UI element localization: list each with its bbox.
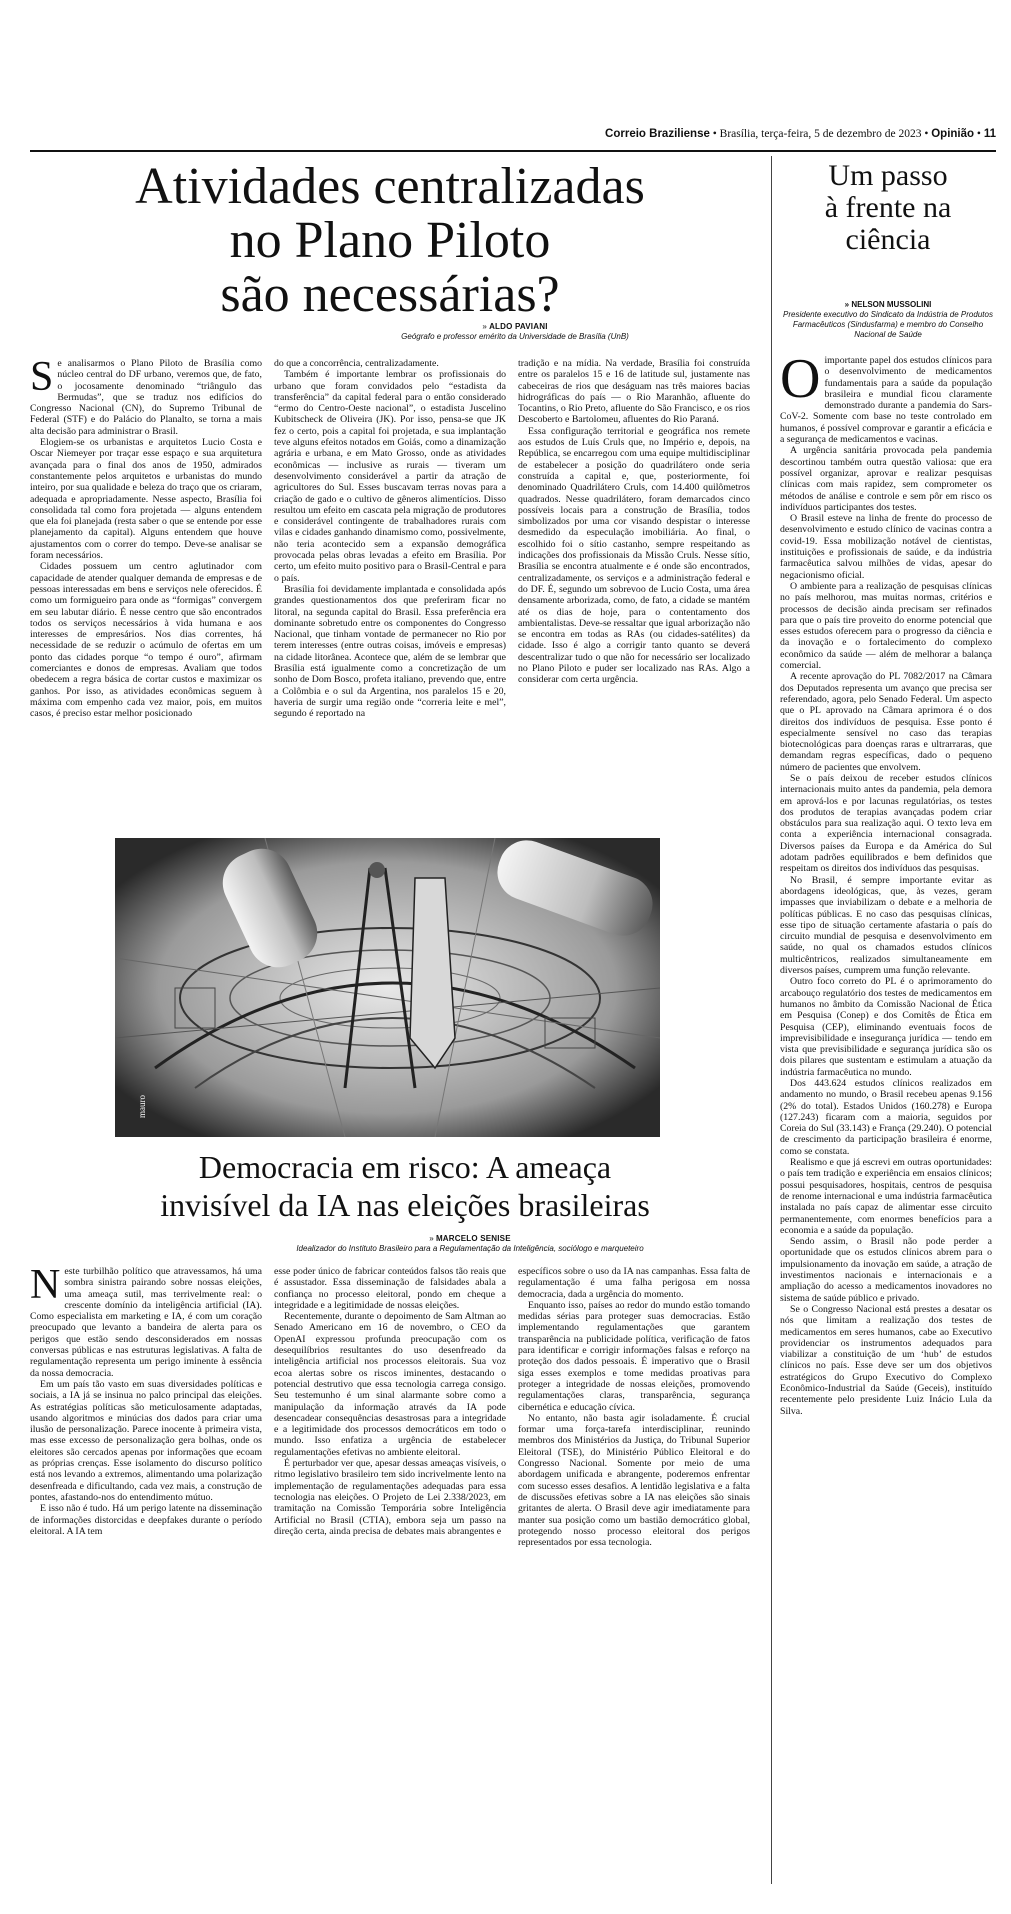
drop-cap: N: [30, 1266, 61, 1308]
author-name: MARCELO SENISE: [435, 1234, 511, 1243]
headline-line: Um passo: [828, 159, 948, 192]
author-role: Presidente executivo do Sindicato da Indústria de Produtos Farmacêuticos (Sindusfarma) e membro do Conselho Nacional de Saúde: [783, 310, 993, 339]
byline-marker: »: [429, 1234, 434, 1243]
headline-line: Atividades centralizadas: [135, 158, 645, 215]
paragraph: É perturbador ver que, apesar dessas ameaças visíveis, o ritmo legislativo brasileiro tem sido incrivelmente lento na implementação de regulamentações adequadas para essa tecnologia nas eleições. O Projeto de Lei 2.338/2023, em tramitação na Comissão Temporária sobre Inteligência Artificial no Brasil (CTIA), embora seja um passo na direção certa, ainda precisa de debates mais abrangentes e: [274, 1458, 506, 1537]
paragraph: Realismo e que já escrevi em outras oportunidades: o país tem tradição e experiência em ensaios clínicos; possui pesquisadores, hospitais, centros de pesquisa de renome internacional e uma indústria farmacêutica instalada no país capaz de alimentar esse circuito permanentemente, com enormes benefícios para a economia e a saúde da população.: [780, 1157, 992, 1236]
masthead-separator: •: [924, 128, 929, 140]
paragraph: No entanto, não basta agir isoladamente. É crucial formar uma força-tarefa interdisciplinar, reunindo membros dos Ministérios da Justiça, do Tribunal Superior Eleitoral (TSE), do Ministério Público Eleitoral e do Congresso Nacional. Somente por meio de uma abordagem unificada e abrangente, poderemos enfrentar com sucesso esses desafios. A lentidão legislativa e a falta de discussões efetivas sobre a IA nas eleições são sinais gritantes de alerta. O Brasil deve agir imediatamente para manter sua posição como um bastião democrático global, protegendo nosso processo eleitoral dos perigos representados por essa tecnologia.: [518, 1412, 750, 1549]
article2-byline: [190, 1234, 750, 1254]
paragraph: Sendo assim, o Brasil não pode perder a oportunidade que os estudos clínicos abrem para o impulsionamento da inovação em saúde, a atração de investimentos nacionais e internacionais e a ampliação do acesso a medicamentos inovadores no sistema de saúde público e privado.: [780, 1236, 992, 1304]
illustration-drawing: [115, 838, 660, 1137]
paragraph: e analisarmos o Plano Piloto de Brasília como núcleo central do DF urbano, veremos que, de fato, o jocosamente denominado “triângulo das Bermudas”, que se traduz nos edifícios do Congresso Nacional (CN), do Supremo Tribunal de Federal (STF) e do Palácio do Planalto, se torna a mais alta decisão para administrar o Brasil.: [30, 358, 262, 437]
headline-line: no Plano Piloto: [229, 212, 551, 269]
paragraph: importante papel dos estudos clínicos para o desenvolvimento de medicamentos fundamentais para a saúde da população brasileira e mundial ficou claramente demonstrado durante a pandemia do Sars-CoV-2. Somente com base no teste controlado em humanos, é possível comprovar e garantir a eficácia e a segurança de medicamentos e vacinas.: [780, 355, 992, 446]
headline-line: Democracia em risco: A ameaça: [198, 1149, 612, 1185]
headline-line: são necessárias?: [220, 266, 560, 323]
paragraph: A urgência sanitária provocada pela pandemia descortinou também outra questão valiosa: que era possível organizar, aprovar e realizar pesquisas clínicas com mais rapidez, sem comprometer os métodos de análise e controle e sem pôr em risco os indivíduos participantes dos testes.: [780, 445, 992, 513]
illustration-architect-plans: [115, 838, 660, 1137]
author-name-text: NELSON MUSSOLINI: [851, 300, 932, 309]
top-rule: [30, 150, 996, 152]
paragraph: esse poder único de fabricar conteúdos falsos tão reais que é assustador. Essa disseminação de falsidades abala a confiança no processo eleitoral, pondo em cheque a integridade e a legitimidade de nossas eleições.: [274, 1266, 506, 1311]
article1-column-2: [274, 358, 506, 828]
paragraph: O ambiente para a realização de pesquisas clínicas no país melhorou, mas muitas normas, critérios e processos de decisão ainda precisam ser refinados para que o país tire proveito do enorme potencial que esses estudos oferecem para o progresso da ciência e da inovação e o fortalecimento do complexo econômico da saúde — além de melhorar a balança comercial.: [780, 580, 992, 672]
paragraph: E isso não é tudo. Há um perigo latente na disseminação de informações distorcidas e deepfakes durante o período eleitoral. A IA tem: [30, 1503, 262, 1537]
drop-cap: O: [780, 355, 821, 410]
paragraph: específicos sobre o uso da IA nas campanhas. Essa falta de regulamentação é uma falha perigosa em nossa democracia, dada a urgência do momento.: [518, 1266, 750, 1300]
masthead-paper: Correio Braziliense: [605, 128, 710, 140]
masthead: [490, 128, 996, 146]
article3-byline: [780, 300, 996, 340]
byline-marker: »: [844, 300, 850, 309]
article1-headline: [30, 160, 750, 322]
byline-marker: »: [482, 322, 487, 331]
paragraph: Brasília foi devidamente implantada e consolidada após grandes questionamentos dos que preferiram ficar no litoral, na segunda capital do Brasil. Essa preferência era dominante sobretudo entre os componentes do Congresso Nacional, que tinham vontade de permanecer no Rio por terem interesses (entre outras coisas, imóveis e empresas) na cidade litorânea. Acontece que, além de se lembrar que Brasília está igualmente como a concretização de um sonho de Dom Bosco, profeta italiano, prevendo que, entre a Colômbia e o sul da Argentina, nos paralelos 15 e 20, haveria de surgir uma região onde “correria leite e mel”, segundo é reportado na: [274, 583, 506, 720]
paragraph: A recente aprovação do PL 7082/2017 na Câmara dos Deputados representa um avanço que precisa ser referendado, agora, pelo Senado Federal. Um aspecto que o PL aprovado na Câmara aprimora é o dos direitos dos indivíduos de pesquisa. Esse ponto é especialmente sensível no caso das terapias biotecnológicas para doenças raras e ultrarraras, que demandam regras específicas, dado o pequeno número de pacientes que envolvem.: [780, 671, 992, 773]
article1-column-3: [518, 358, 750, 828]
article2-body: [30, 1266, 750, 1878]
paragraph: este turbilhão político que atravessamos, há uma sombra sinistra pairando sobre nossas eleições, uma ameaça sutil, mas terrivelmente real: o crescente domínio da inteligência artificial (IA). Como especialista em marketing e IA, é com um coração preocupado que levanto a bandeira de alerta para os perigos que estão sendo desconsiderados em nossas conversas públicas e nas estruturas legislativas. A falta de regulamentação representa um perigo iminente à essência da nossa democracia.: [30, 1266, 262, 1379]
article2-headline: [60, 1148, 750, 1224]
article1-column-1: [30, 358, 262, 828]
masthead-separator: •: [712, 128, 717, 140]
article2-column-3: [518, 1266, 750, 1878]
illustration-signature: mauro: [137, 1095, 147, 1118]
article3-body: [780, 355, 992, 1880]
paragraph: Outro foco correto do PL é o aprimoramento do arcabouço regulatório dos testes de medicamentos em humanos no âmbito da Comissão Nacional de Ética em Pesquisa (Conep) e dos Comitês de Ética em Pesquisa (CEP), eliminando eventuais focos de imprevisibilidade e insegurança jurídica — tendo em vista que previsibilidade e segurança jurídica são os dois pilares que sustentam e estimulam a atuação da indústria farmacêutica no mundo.: [780, 976, 992, 1078]
author-name: [780, 300, 996, 310]
paragraph: Se o país deixou de receber estudos clínicos internacionais muito antes da pandemia, pela demora em aprová-los e por lacunas regulatórias, os testes dos produtos de terapias avançadas podem criar obstáculos para sua realização aqui. O texto leva em conta a experiência internacional consagrada. Diversos países da Europa e da América do Sul adotam padrões equilibrados e bem definidos que respeitam os direitos dos indivíduos das pesquisas.: [780, 772, 992, 875]
paragraph: do que a concorrência, centralizadamente.: [274, 358, 439, 369]
paragraph: tradição e na mídia. Na verdade, Brasília foi construída entre os paralelos 15 e 16 de latitude sul, justamente nas cabeceiras de rios que deságuam nas três maiores bacias hidrográficas do país — o Rio Maranhão, afluente do Tocantins, o Rio Preto, afluente do São Francisco, e os rios Descoberto e Bartolomeu, afluentes do Rio Paraná.: [518, 358, 750, 426]
article1-body: [30, 358, 750, 828]
masthead-section: Opinião: [931, 128, 975, 140]
paragraph: O Brasil esteve na linha de frente do processo de desenvolvimento e estudo clínico de vacinas contra a covid-19. Essa mobilização notável de cientistas, instituições e profissionais de saúde, e da indústria farmacêutica salvou milhões de vidas, apesar do negacionismo oficial.: [780, 513, 992, 581]
drop-cap: S: [30, 358, 54, 400]
article2-column-1: [30, 1266, 262, 1878]
masthead-separator: •: [976, 128, 981, 140]
headline-line: ciência: [845, 223, 931, 256]
paragraph: Se o Congresso Nacional está prestes a desatar os nós que limitam a realização dos testes de medicamentos em seres humanos, cabe ao Executivo providenciar os instrumentos adequados para viabilizar a constituição de um ‘hub’ de estudos clínicos no país. Esse deve ser um dos objetivos estratégicos do Grupo Executivo do Complexo Econômico-Industrial da Saúde (Geceis), instituído recentemente pelo presidente Luiz Inácio Lula da Silva.: [780, 1303, 992, 1417]
paragraph: Enquanto isso, países ao redor do mundo estão tomando medidas sérias para proteger suas democracias. Estão implementando regulamentações que garantem transparência na publicidade política, verificação de fatos para identificar e corrigir informações falsas e reforço na proteção dos dados pessoais. É imperativo que o Brasil siga esses exemplos e tome medidas proativas para proteger a integridade de nossas eleições, promovendo regulamentações claras, transparência, segurança cibernética e educação cívica.: [518, 1299, 750, 1413]
paragraph: No Brasil, é sempre importante evitar as abordagens ideológicas, que, às vezes, geram impasses que inviabilizam o debate e a melhoria de políticas públicas. E no caso das pesquisas clínicas, esse tipo de situação certamente afastaria o país do circuito mundial de pesquisa e desenvolvimento em saúde, no qual os chamados estudos clínicos multicêntricos, realizados simultaneamente em diversos países, cumprem uma função relevante.: [780, 874, 992, 977]
paragraph: Também é importante lembrar os profissionais do urbano que foram convidados pelo “estadista da transferência” da capital federal para o então considerado “ermo do Centro-Oeste nacional”, o estadista Juscelino Kubitscheck de Oliveira (JK). Por isso, pensa-se que JK fez o certo, pois a capital foi projetada, e sua implantação teve alguns efeitos notados em Goiás, como a dinamização agrária e urbana, e em Mato Grosso, onde as atividades econômicas — inclusive as rurais — tiveram um desenvolvimento considerável a partir da atração de agricultores do Sul. Esses buscavam terras novas para a criação de gado e o cultivo de gêneros alimentícios. Disso resultou um efeito em cascata pela migração de produtores e considerável contingente de trabalhadores rurais com vilas e cidades ganhando dinamismo como, possivelmente, não teria acontecido sem a expansão demográfica provocada pelas obras levadas a efeito em Brasília. Por certo, um efeito muito positivo para o Brasil-Central e para o país.: [274, 369, 506, 584]
paragraph: Dos 443.624 estudos clínicos realizados em andamento no mundo, o Brasil recebeu apenas 9.156 (2% do total). Estados Unidos (160.278) e Europa (127.243) ficaram com a maioria, seguidos por Coreia do Sul (33.143) e França (29.240). O potencial de crescimento da participação brasileira é enorme, como se constata.: [780, 1078, 992, 1157]
paragraph: Recentemente, durante o depoimento de Sam Altman ao Senado Americano em 16 de novembro, o CEO da OpenAI expressou profunda preocupação com os desequilíbrios resultantes do uso desenfreado da inteligência artificial nos processos eleitorais. Sua voz ecoa alertas sobre os riscos iminentes, destacando o potencial destrutivo que essa tecnologia carrega consigo. Seu testemunho é um sinal alarmante sobre como a manipulação da informação através da IA pode desencadear consequências desastrosas para a integridade e a legitimidade dos processos democráticos em todo o mundo. Isso enfatiza a urgência de estabelecer regulamentações efetivas no ambiente eleitoral.: [274, 1311, 506, 1458]
masthead-page-number: 11: [983, 128, 996, 140]
paragraph: Em um país tão vasto em suas diversidades políticas e sociais, a IA já se insinua no palco principal das eleições. As estratégias políticas são meticulosamente adaptadas, usando algoritmos e minúcias dos dados para criar uma ilusão de personalização. Parece inocente à primeira vista, mas esse excesso de personalização gera bolhas, onde os eleitores são cercados apenas por informações que ecoam as próprias crenças. Esse isolamento do discurso político está nos levando a extremos, alimentando uma polarização desenfreada e dificultando, cada vez mais, a construção de pontes, afastando-nos do entendimento mútuo.: [30, 1378, 262, 1503]
article3-headline: [780, 160, 996, 256]
headline-line: à frente na: [824, 191, 952, 224]
article1-byline: [280, 322, 750, 342]
author-role: Idealizador do Instituto Brasileiro para a Regulamentação da Inteligência, sociólogo e marqueteiro: [296, 1244, 644, 1253]
headline-line: invisível da IA nas eleições brasileiras: [160, 1187, 650, 1223]
author-name: ALDO PAVIANI: [489, 322, 548, 331]
paragraph: Elogiem-se os urbanistas e arquitetos Lucio Costa e Oscar Niemeyer por traçar esse espaço e sua arquitetura avançada para o final dos anos de 1950, admirados constantemente pelos arquitetos e urbanistas do mundo inteiro, por sua qualidade e beleza do traço que os criaram, adequada e apropriadamente. Nesse aspecto, Brasília foi consolidada tal como fora projetada — alguns entendem que ela foi planejada (resta saber o que se entende por esse planejamento da capital). Alguns entendem que houve ajustamentos com o correr do tempo. Deve-se analisar se foram necessários.: [30, 437, 262, 562]
paragraph: Cidades possuem um centro aglutinador com capacidade de atender qualquer demanda de empresas e de pessoas interessadas em bens e serviços nele oferecidos. É como um formigueiro para onde as “formigas” convergem em seu labutar diário. É nesse centro que são encontrados todos os serviços necessários à vida humana e aos interesses de empresários. Nos dias correntes, há necessidade de se reduzir o acúmulo de ofertas em um ponto das cidades porque “o tempo é ouro”, afirmam comerciantes e donos de empresas. Avaliam que todos obedecem a regra básica de cortar custos e maximizar os ganhos. Por isso, as atividades econômicas seguem à máxima com empenho cada vez maior, pois, em muitos casos, é preciso estar melhor posicionado: [30, 561, 262, 720]
column-divider: [771, 156, 772, 1884]
masthead-date: Brasília, terça-feira, 5 de dezembro de 2023: [719, 128, 922, 140]
author-role: Geógrafo e professor emérito da Universidade de Brasília (UnB): [401, 332, 629, 341]
paragraph: Essa configuração territorial e geográfica nos remete aos estudos de Luís Cruls que, no Império e, depois, na República, se encarregou com uma equipe multidisciplinar de estabelecer a posição do quadrilátero onde seria construída a capital e, que, posteriormente, foi denominado Quadrilátero Cruls, com 14.400 quilômetros quadrados. Nesse quadrilátero, foram demarcados cinco possíveis locais para a construção de Brasília, todos simbolizados por uma cor visando despistar o interesse desmedido da especulação imobiliária. Ao final, o escolhido foi o sítio castanho, sempre respeitando as indicações dos profissionais da Missão Cruls. Nesse sítio, Brasília se encontra atualmente e é onde são encontrados, centralizadamente, os serviços e a administração federal e do DF. É, segundo um sobrevoo de Lucio Costa, uma área densamente arborizada, como, de fato, a cidade se mantém até os dias de hoje, para o contentamento dos ambientalistas. Deve-se ressaltar que igual arborização não se encontra em todas as RAs (ou cidades-satélites) da cidade. Isso é algo a corrigir tanto quanto se deverá descentralizar tudo o que não for necessário ser localizado no Plano Piloto e puder ser localizado nas RAs. Algo a considerar com certa urgência.: [518, 425, 750, 686]
article2-column-2: [274, 1266, 506, 1878]
